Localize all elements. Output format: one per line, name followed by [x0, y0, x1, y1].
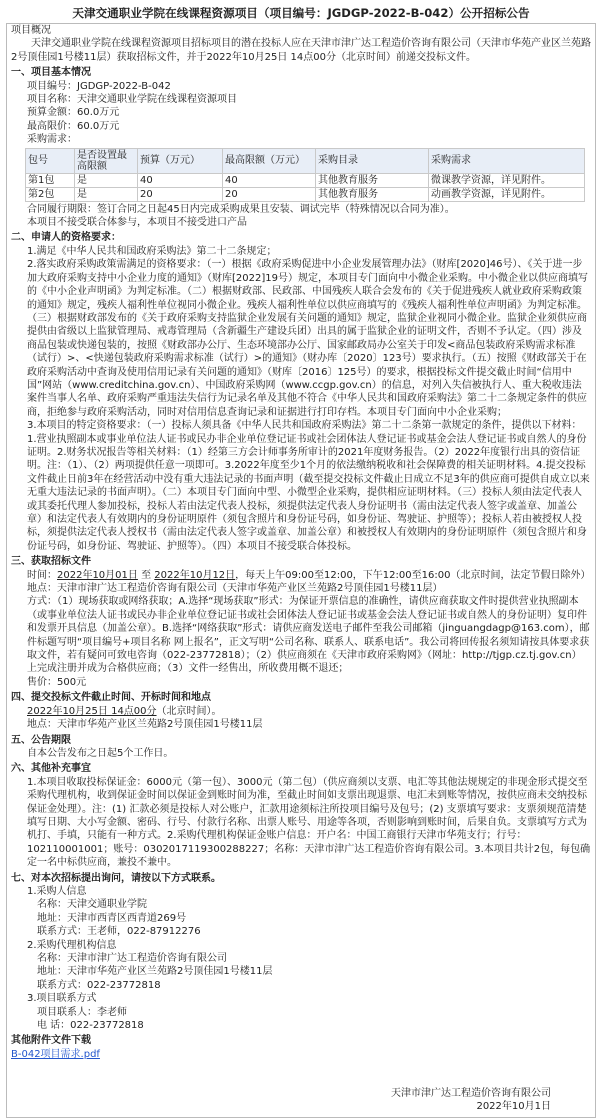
purchaser-address: 地址：天津市西青区西青道269号: [37, 912, 187, 924]
section-4-heading: 四、提交投标文件截止时间、开标时间和地点: [11, 692, 211, 704]
obtain-time-label: 时间：: [27, 569, 57, 581]
notice-period: 自本公告发布之日起5个工作日。: [27, 747, 174, 759]
table-cell: 20: [138, 187, 223, 201]
procurement-needs-label: 采购需求：: [27, 134, 77, 146]
agency-heading: 2.采购代理机构信息: [27, 939, 117, 951]
obtain-method: 方式：（1）现场获取或网络获取；A.选择“现场获取”形式：为保证开票信息的准确性，请供应商获取文件时提供营业执照副本（或事业单位法人证书或民办非企业单位登记证书或社会团体法人登记证书或基金会法人登记证书或自然人的身份证明）复印件和发票开具信息（加盖公章）。B.选择“网络获取”形式：请供应商发送电子邮件至我公司邮箱（jinguangdagp@163.com），邮件标题写明“项目编号+项目名称 网上报名”，正文写明“公司名称、联系人、联系电话”。我公司将回传报名须知请按具体要求获取文件，若有疑问可致电咨询（022-23772818）；（2）供应商须在《天津市政府采购网》（网址：http://tjgp.cz.tj.gov.cn）上完成注册并成为合格供应商；（3）文件一经售出，所收费用概不退还；: [27, 596, 590, 675]
signature-block: [11, 1087, 591, 1113]
overview-label: 项目概况: [11, 25, 51, 36]
table-header: 包号: [26, 148, 75, 173]
budget-amount: 预算金额：60.0万元: [27, 107, 120, 119]
deadline-timezone: （北京时间）。: [156, 705, 222, 717]
contract-period: 合同履行期限：签订合同之日起45日内完成采购成果且安装、调试完毕（特殊情况以合同为准）。: [27, 203, 455, 215]
attachments-heading: 其他附件文件下载: [11, 1035, 91, 1047]
package-table: [25, 148, 585, 202]
table-cell: 其他教育服务: [316, 187, 429, 201]
purchaser-contact: 联系方式：王老师，022-87912276: [37, 926, 201, 938]
section-6-heading: 六、其他补充事宜: [11, 763, 91, 775]
agency-contact: 联系方式：022-23772818: [37, 979, 161, 991]
max-price: 最高限价：60.0万元: [27, 120, 120, 132]
project-name: 项目名称：天津交通职业学院在线课程资源项目: [27, 94, 237, 106]
page-title: 天津交通职业学院在线课程资源项目（项目编号：JGDGP-2022-B-042）公开招标公告: [72, 6, 530, 20]
purchaser-name: 名称：天津交通职业学院: [37, 899, 147, 911]
table-cell: 40: [138, 173, 223, 187]
section-3-heading: 三、获取招标文件: [11, 556, 91, 568]
obtain-end-date: 2022年10月12日: [154, 569, 236, 581]
obtain-time: [11, 569, 591, 582]
consortium-note: 本项目不接受联合体参与，本项目不接受进口产品: [27, 217, 247, 229]
table-header: 采购目录: [316, 148, 429, 173]
table-cell: 其他教育服务: [316, 173, 429, 187]
attachment-link[interactable]: B-042项目需求.pdf: [11, 1048, 100, 1060]
obtain-time-sep: 至: [137, 569, 155, 581]
table-row: [26, 173, 585, 187]
document-price: 售价：500元: [27, 676, 87, 688]
section-7-heading: 七、对本次招标提出询问，请按以下方式联系。: [11, 872, 221, 884]
qualification-2: 2.落实政府采购政策需满足的资格要求：（一）根据《政府采购促进中小企业发展管理办法》（财库[2020]46号）、《关于进一步加大政府采购支持中小企业力度的通知》（财库[2022]19号）规定，本项目专门面向中小微企业采购。中小微企业以供应商填写的《中小企业声明函》为判定标准。（二）根据财政部、民政部、中国残疾人联合会发布的《关于促进残疾人就业政府采购政策的通知》规定，残疾人福利性单位视同小微企业。残疾人福利性单位以供应商填写的《残疾人福利性单位声明函》为判定标准。（三）根据财政部发布的《关于政府采购支持监狱企业发展有关问题的通知》规定，监狱企业视同小微企业。监狱企业须供应商提供由省级以上监狱管理局、戒毒管理局（含新疆生产建设兵团）出具的属于监狱企业的证明文件，否则不予认定。（四）涉及商品包装或快递包装的，按照《财政部办公厅、生态环境部办公厅、国家邮政局办公室关于印发<商品包装政府采购需求标准（试行）>、<快递包装政府采购需求标准（试行）>的通知》（财办库〔2020〕123号）要求执行。（五）按照《财政部关于在政府采购活动中查询及使用信用记录有关问题的通知》（财库〔2016〕125号）的要求，根据投标文件提交截止时间“信用中国”网站（www.creditchina.gov.cn）、中国政府采购网（www.ccgp.gov.cn）的信息，对列入失信被执行人、重大税收违法案件当事人名单、政府采购严重违法失信行为记录名单及其他不符合《中华人民共和国政府采购法》第二十二条规定条件的供应商，拒绝参与政府采购活动，同时对信用信息查询记录和证据进行打印存档。本项目专门面向中小企业采购；: [27, 259, 588, 418]
table-cell: 是: [75, 187, 138, 201]
table-cell: 微课教学资源，详见附件。: [429, 173, 585, 187]
obtain-hours: ，每天上午09:00至12:00，下午12:00至16:00（北京时间，法定节假日除外）: [235, 569, 591, 581]
signature-date: 2022年10月1日: [476, 1101, 551, 1113]
qualification-3: 3.本项目的特定资格要求：（一）投标人须具备《中华人民共和国政府采购法》第二十二条第一款规定的条件，提供以下材料：1.营业执照副本或事业单位法人证书或民办非企业单位登记证书或社会团体法人登记证书或基金会法人登记证书或自然人的身份证明。2.财务状况报告等相关材料：（1）经第三方会计师事务所审计的2021年度财务报告。（2）2022年度银行出具的资信证明。注：（1）、（2）两项提供任意一项即可。3.2022年度至少1个月的依法缴纳税收和社会保障费的相关证明材料。4.提交投标文件截止日前3年在经营活动中没有重大违法记录的书面声明（截至提交投标文件截止日成立不足3年的供应商可提供自成立以来无重大违法记录的书面声明）。（二）本项目专门面向中型、小微型企业采购，提供相应证明材料。（三）投标人须由法定代表人或其委托代理人参加投标，投标人若由法定代表人投标，须提供法定代表人身份证明书（需由法定代表人签字或盖章、加盖公章）和法定代表人有效期内的身份证明原件（须包含照片和身份证号码，如身份证、驾驶证、护照等）；投标人若由被授权人投标，须提供法定代表人授权书（需由法定代表人签字或盖章、加盖公章）和被授权人有效期内的身份证明原件（须包含照片和身份证号码，如身份证、驾驶证、护照等）。（四）本项目不接受联合体投标。: [27, 420, 590, 552]
table-cell: 第2包: [26, 187, 75, 201]
table-cell: 第1包: [26, 173, 75, 187]
project-contact-phone: 电 话：022-23772818: [37, 1020, 144, 1032]
table-cell: 40: [223, 173, 316, 187]
signature-company: 天津市津广达工程造价咨询有限公司: [391, 1088, 551, 1100]
project-code: 项目编号：JGDGP-2022-B-042: [27, 80, 171, 92]
table-header: 预算（万元）: [138, 148, 223, 173]
table-cell: 是: [75, 173, 138, 187]
table-row: [26, 187, 585, 201]
section-2-heading: 二、申请人的资格要求：: [11, 232, 121, 244]
overview-text: 天津交通职业学院在线课程资源项目招标项目的潜在投标人应在天津市津广达工程造价咨询有限公司（天津市华苑产业区兰苑路2号顶佳园1号楼11层）获取招标文件，并于2022年10月25日 14点00分（北京时间）前递交投标文件。: [11, 38, 591, 63]
obtain-place: 地点：天津市津广达工程造价咨询有限公司（天津市华苑产业区兰苑路2号顶佳园1号楼11层）: [27, 583, 443, 595]
table-cell: 动画教学资源，详见附件。: [429, 187, 585, 201]
opening-place: 地点：天津市华苑产业区兰苑路2号顶佳园1号楼11层: [27, 719, 263, 731]
agency-address: 地址：天津市华苑产业区兰苑路2号顶佳园1号楼11层: [37, 966, 273, 978]
announcement-body: [6, 23, 596, 1118]
table-header: 采购需求: [429, 148, 585, 173]
project-contact-heading: 3.项目联系方式: [27, 993, 97, 1005]
purchaser-heading: 1.采购人信息: [27, 885, 87, 897]
attachment-row: [11, 1048, 591, 1061]
section-5-heading: 五、公告期限: [11, 734, 71, 746]
table-header: 最高限额（万元）: [223, 148, 316, 173]
table-header-row: [26, 148, 585, 173]
section-1-heading: 一、项目基本情况: [11, 67, 91, 79]
agency-name: 名称：天津市津广达工程造价咨询有限公司: [37, 953, 227, 964]
obtain-start-date: 2022年10月01日: [57, 569, 138, 581]
project-contact-person: 项目联系人：李老师: [37, 1006, 127, 1018]
table-header: 是否设置最高限额: [75, 148, 138, 173]
announcement-page: [6, 0, 596, 1118]
qualification-1: 1.满足《中华人民共和国政府采购法》第二十二条规定；: [27, 245, 277, 257]
deadline: [11, 705, 591, 718]
supplementary-text: 1.本项目收取投标保证金：6000元（第一包）、3000元（第二包）（供应商须以支票、电汇等其他法规规定的非现金形式提交至采购代理机构，收到保证金时间以保证金到账时间为准，至截止时间如支票出现退票、电汇未到账等情况，按供应商未交纳投标保证金处理）。注：(1) 汇款必须是投标人对公账户，汇款用途须标注所投项目编号及包号；(2) 支票填写要求：支票须规范清楚填写日期、大小写金额、密码、行号、付款行名称、出票人账号、用途等各项，否则影响到账时间，后果自负。支票填写方式为机打、手填，只能有一种方式。2.采购代理机构保证金账户信息：开户名：中国工商银行天津市华苑支行；行号：102110001001；账号：0302017119300288227；名称：天津市津广达工程造价咨询有限公司。3.本项目共计2包，每包确定一名中标供应商，兼投不兼中。: [27, 776, 591, 869]
deadline-time: 2022年10月25日 14点00分: [27, 705, 157, 717]
table-cell: 20: [223, 187, 316, 201]
